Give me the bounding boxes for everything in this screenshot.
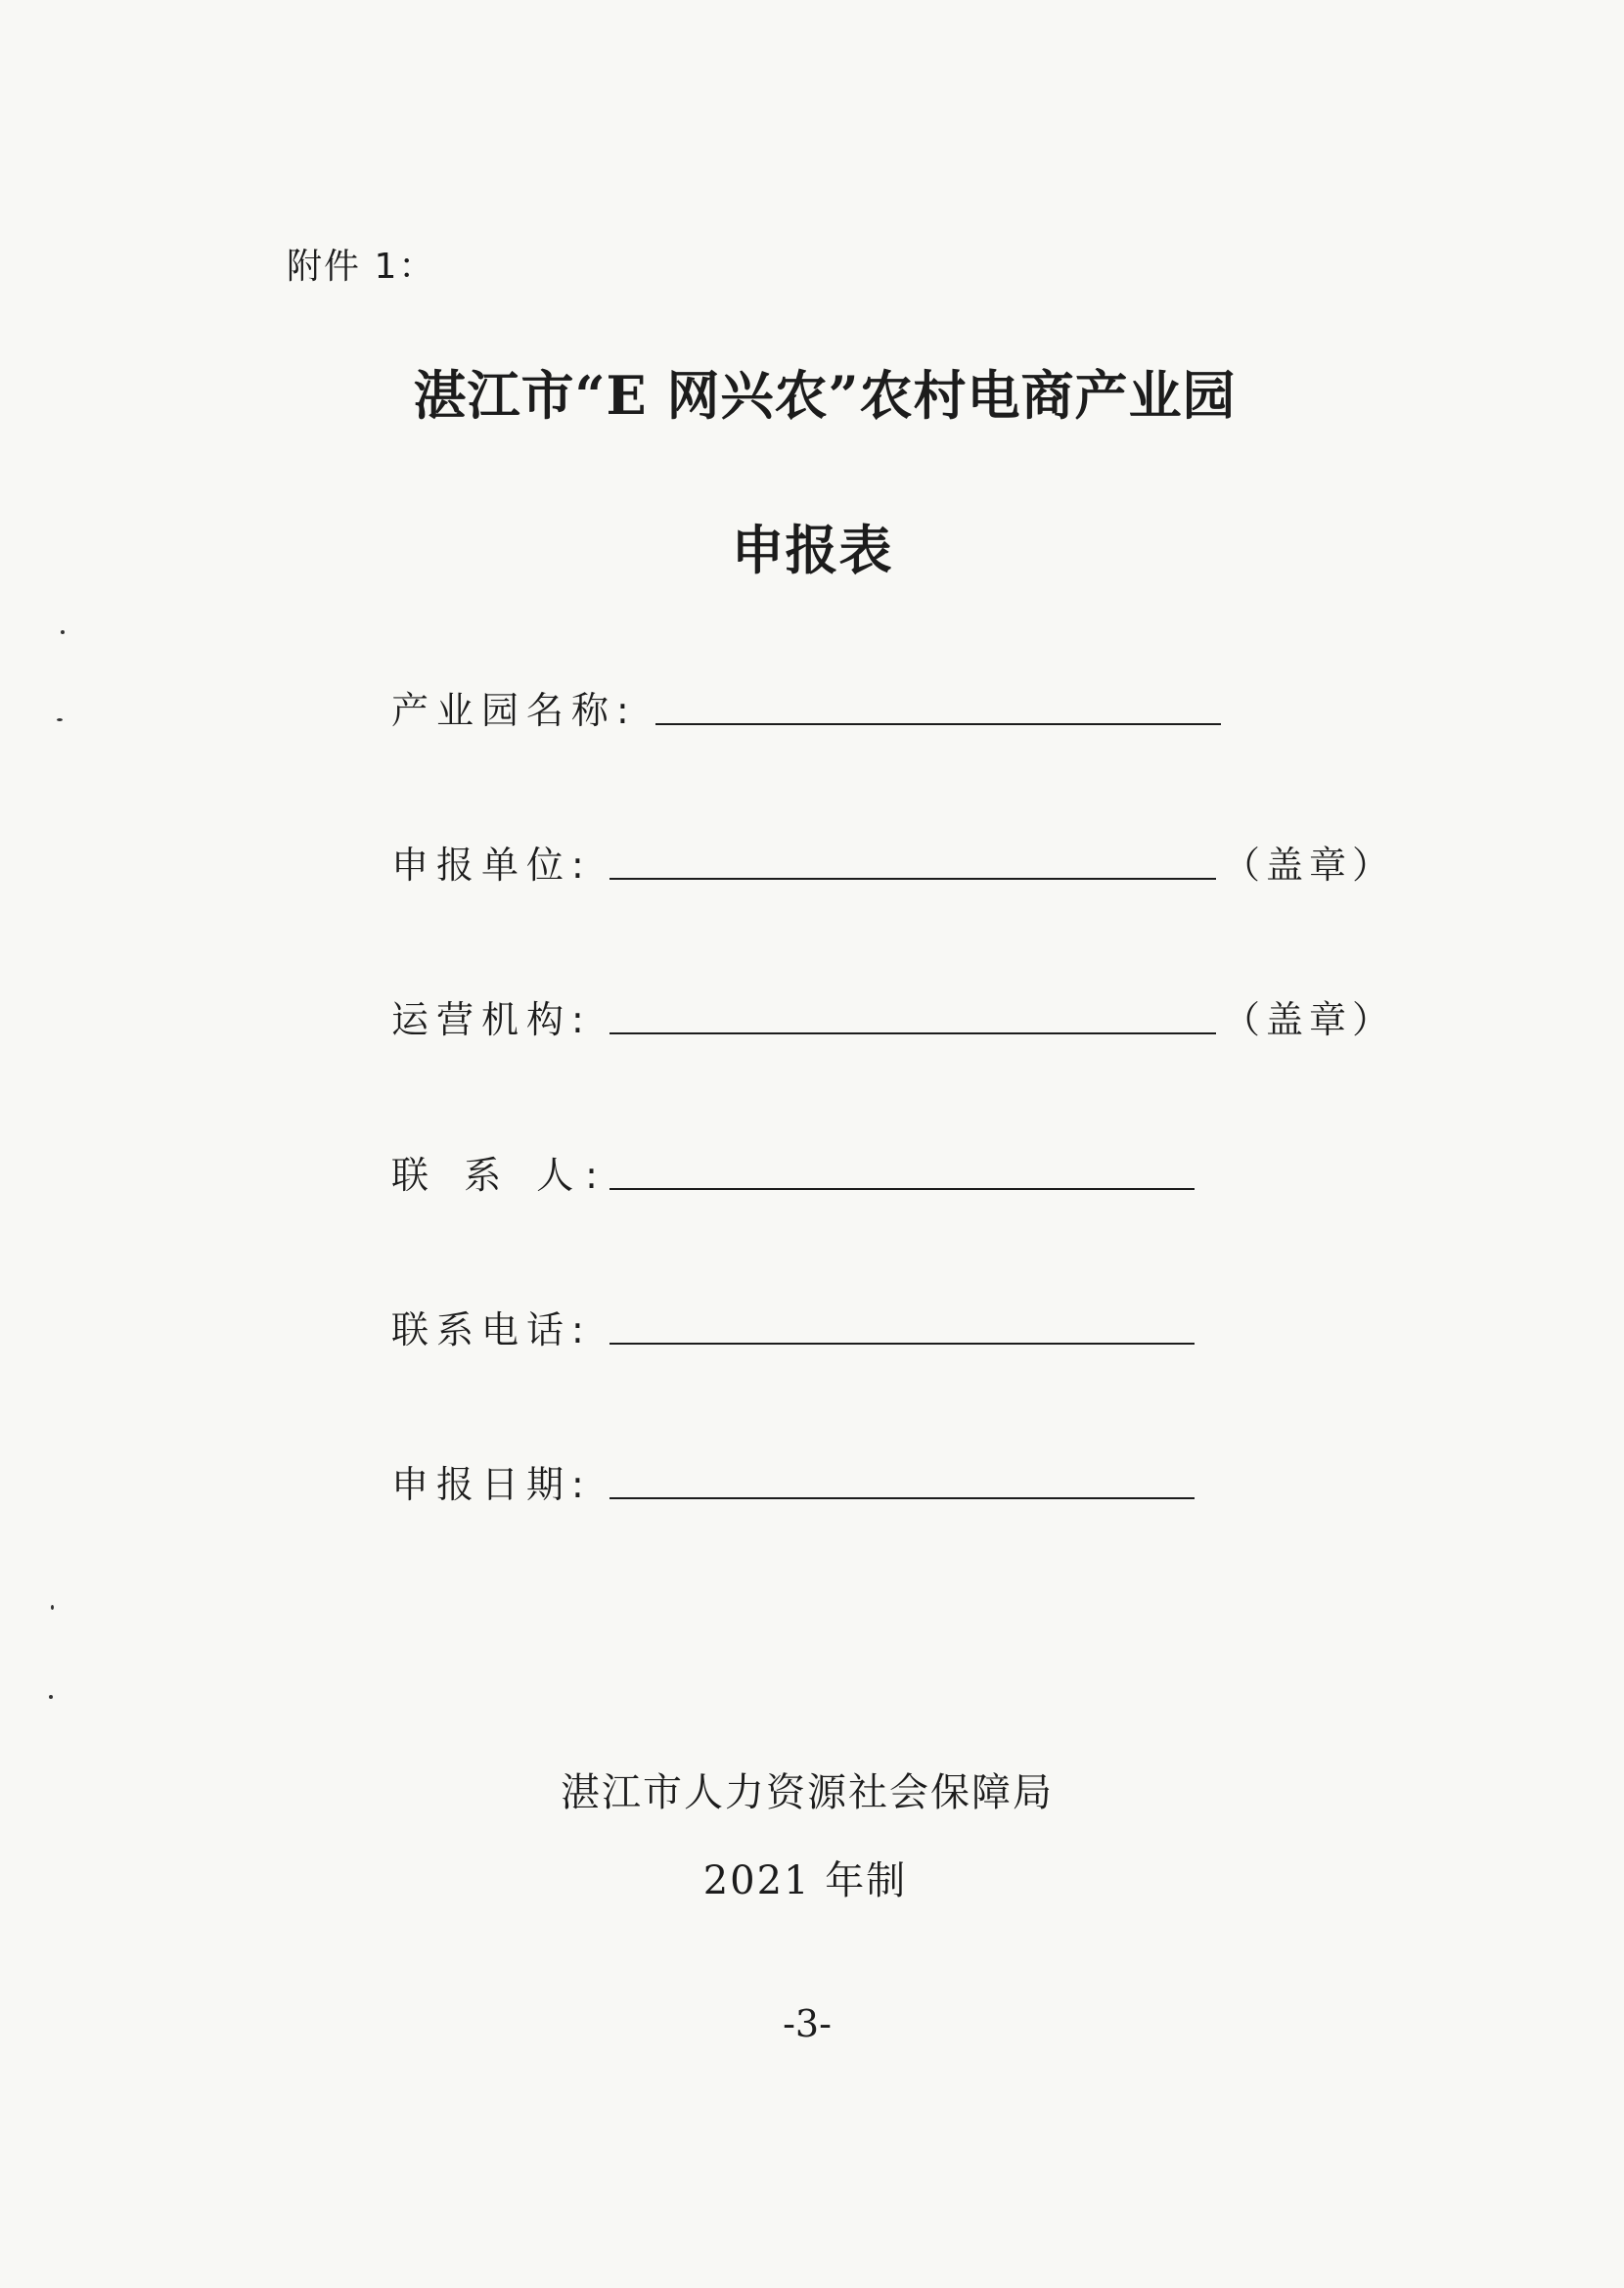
field-underline[interactable] bbox=[609, 1497, 1195, 1499]
field-underline[interactable] bbox=[609, 1032, 1216, 1034]
seal-note: （盖章） bbox=[1223, 998, 1396, 1041]
field-label: 运营机构: bbox=[391, 998, 592, 1041]
document-title: 湛江市“E 网兴农”农村电商产业园 bbox=[413, 364, 1237, 427]
seal-note: （盖章） bbox=[1223, 844, 1396, 887]
field-label: 联系电话: bbox=[391, 1308, 592, 1351]
field-label: 申报日期: bbox=[391, 1463, 592, 1506]
page-number: -3- bbox=[783, 2002, 832, 2045]
year-made: 2021 年制 bbox=[702, 1858, 908, 1903]
field-underline[interactable] bbox=[609, 878, 1216, 880]
document-subtitle: 申报表 bbox=[731, 519, 893, 581]
scan-speck bbox=[51, 1605, 54, 1610]
field-label: 申报单位: bbox=[391, 844, 592, 887]
scan-speck bbox=[61, 630, 65, 634]
scan-speck bbox=[49, 1695, 53, 1699]
issuing-organization: 湛江市人力资源社会保障局 bbox=[561, 1770, 1054, 1815]
field-underline[interactable] bbox=[609, 1343, 1195, 1345]
field-label: 联 系 人: bbox=[391, 1154, 609, 1197]
field-underline[interactable] bbox=[655, 723, 1221, 725]
field-label: 产业园名称: bbox=[391, 689, 637, 732]
attachment-label: 附件 1： bbox=[287, 247, 436, 287]
field-underline[interactable] bbox=[609, 1188, 1195, 1190]
scan-speck bbox=[57, 718, 63, 721]
